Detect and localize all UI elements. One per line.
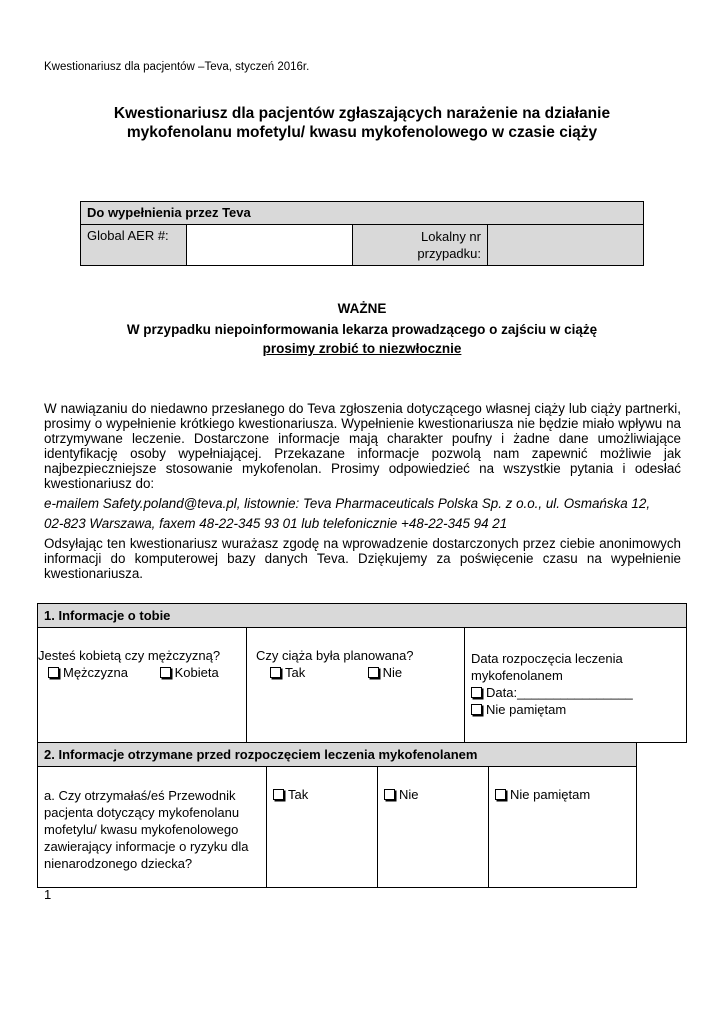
dont-remember-label: Nie pamiętam [486,702,567,717]
planned-no-label: Nie [382,665,403,680]
checkbox-icon[interactable] [160,667,171,678]
planned-cell [247,628,465,743]
guide-no-label: Nie [399,787,419,802]
checkbox-icon[interactable] [495,789,506,800]
important-line-2: prosimy zrobić to niezwłocznie [262,341,462,356]
title-line-2: mykofenolanu mofetylu/ kwasu mykofenolowego w czasie ciąży [126,124,598,141]
teva-table-header: Do wypełnienia przez Teva [81,202,644,225]
guide-question-cell: a. Czy otrzymałaś/eś Przewodnik pacjenta dotyczący mykofenolanu mofetylu/ kwasu mykofenolowego zawierający informacje o ryzyku dla nienarodzonego dziecka? [38,767,267,888]
checkbox-icon[interactable] [48,667,59,678]
global-aer-field[interactable] [187,225,353,266]
gender-cell [38,628,247,743]
global-aer-label: Global AER #: [81,225,187,266]
important-line-1: W przypadku niepoinformowania lekarza prowadzącego o zajściu w ciążę [126,322,598,337]
local-case-label-2: przypadku: [417,246,481,261]
guide-dont-remember-option[interactable] [489,767,637,888]
contact-line-1: e-mailem Safety.poland@teva.pl, listownie: Teva Pharmaceuticals Polska Sp. z o.o., ul. Osmańska 12, [44,496,651,511]
checkbox-icon[interactable] [273,789,284,800]
start-date-cell [465,628,687,743]
female-label: Kobieta [174,665,219,680]
checkbox-icon[interactable] [384,789,395,800]
date-label: Data:________________ [486,685,633,700]
local-case-label [353,225,488,266]
title-line-1: Kwestionariusz dla pacjentów zgłaszających narażenie na działanie [113,105,611,122]
header-note: Kwestionariusz dla pacjentów –Teva, styczeń 2016r. [44,61,310,73]
gender-question: Jesteś kobietą czy mężczyzną? [38,648,221,663]
local-case-label-1: Lokalny nr [421,229,481,244]
dont-remember-option[interactable] [471,701,686,718]
date-option[interactable] [471,684,686,701]
page-number: 1 [44,887,52,902]
checkbox-icon[interactable] [368,667,379,678]
section-2-table [37,742,637,888]
page-title [60,104,664,142]
local-case-field[interactable] [488,225,644,266]
intro-paragraph-1: W nawiązaniu do niedawno przesłanego do Teva zgłoszenia dotyczącego własnej ciąży lub ciąży partnerki, prosimy o wypełnienie krótkiego kwestionariusza. Wypełnienie kwestionariusza nie będzie miało wpływu na otrzymywane leczenie. Dostarczone informacje mają charakter poufny i żadne dane umożliwiające identyfikację osoby wypełniającej. Przekazane informacje pozwolą nam zapewnić możliwie jak najbezpieczniejsze stosowanie mykofenolan. Prosimy odpowiedzieć na wszystkie pytania i odesłać kwestionariusz do: [44,401,681,491]
checkbox-icon[interactable] [471,704,482,715]
female-option[interactable] [160,665,219,680]
planned-yes-option[interactable] [270,665,364,680]
guide-dont-remember-label: Nie pamiętam [510,787,591,802]
checkbox-icon[interactable] [471,687,482,698]
guide-yes-option[interactable] [267,767,378,888]
section-2-header: 2. Informacje otrzymane przed rozpoczęciem leczenia mykofenolanem [38,743,637,767]
male-option[interactable] [48,665,156,680]
planned-no-option[interactable] [368,665,403,680]
start-date-question-1: Data rozpoczęcia leczenia [471,651,623,666]
intro-paragraph-2: Odsyłając ten kwestionariusz wurażasz zgodę na wprowadzenie dostarczonych przez ciebie anonimowych informacji do komputerowej bazy danych Teva. Dziękujemy za poświęcenie czasu na wypełnienie kwestionariusza. [44,536,681,581]
teva-use-table [80,201,644,266]
male-label: Mężczyzna [63,665,129,680]
contact-line-2: 02-823 Warszawa, faxem 48-22-345 93 01 lub telefonicznie +48-22-345 94 21 [44,516,508,531]
checkbox-icon[interactable] [270,667,281,678]
planned-question: Czy ciąża była planowana? [256,648,414,663]
section-1-table [37,603,687,743]
guide-yes-label: Tak [288,787,309,802]
start-date-question-2: mykofenolanem [471,668,563,683]
section-1-header: 1. Informacje o tobie [38,604,687,628]
planned-yes-label: Tak [285,665,306,680]
important-title: WAŻNE [337,301,387,316]
guide-no-option[interactable] [378,767,489,888]
